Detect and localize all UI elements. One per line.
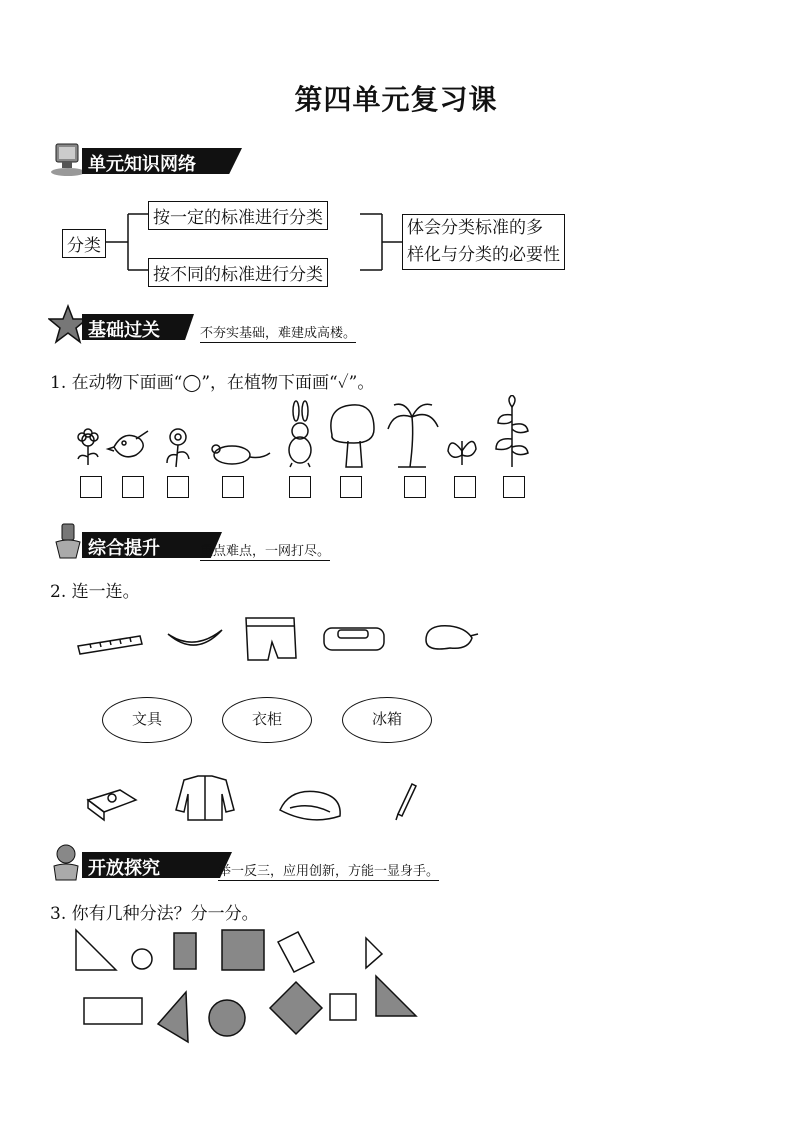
concept-root-box: 分类 — [62, 229, 106, 258]
gray-square — [222, 930, 264, 970]
section-banner-comprehensive — [48, 530, 448, 560]
gray-right-triangle — [376, 976, 416, 1016]
q2-bottom-items — [0, 770, 792, 830]
category-oval-stationery[interactable]: 文具 — [102, 697, 192, 743]
plant-icon — [496, 395, 528, 467]
white-triangle — [76, 930, 116, 970]
ruler-icon — [78, 636, 142, 654]
white-small-circle — [132, 949, 152, 969]
cucumber-icon — [168, 630, 222, 645]
answer-box-2[interactable] — [122, 476, 144, 498]
gray-rectangle — [174, 933, 196, 969]
eggplant-icon — [426, 626, 478, 649]
cabbage-icon — [280, 791, 340, 819]
question-1-text: 1. 在动物下面画“◯”，在植物下面画“✓”。 — [50, 373, 375, 393]
banner-label: 基础过关 — [88, 320, 160, 341]
banner-label: 开放探究 — [88, 858, 160, 879]
concept-branch-top: 按一定的标准进行分类 — [148, 201, 328, 230]
flower-icon — [78, 429, 98, 465]
white-tilted-rectangle — [278, 932, 314, 972]
gray-triangle — [158, 992, 188, 1042]
q1-pictures — [0, 395, 792, 475]
pencil-icon — [396, 784, 416, 820]
mouse-icon — [212, 445, 270, 464]
banner-label: 单元知识网络 — [88, 154, 196, 175]
gray-circle — [209, 1000, 245, 1036]
page-title: 第四单元复习课 — [294, 83, 498, 116]
conclusion-line-2: 样化与分类的必要性 — [407, 245, 560, 265]
answer-box-5[interactable] — [289, 476, 311, 498]
concept-branch-bottom: 按不同的标准进行分类 — [148, 258, 328, 287]
white-small-square — [330, 994, 356, 1020]
answer-box-7[interactable] — [404, 476, 426, 498]
answer-box-9[interactable] — [503, 476, 525, 498]
rabbit-icon — [289, 401, 311, 467]
tree-icon — [331, 405, 374, 467]
concept-map-lines — [0, 0, 792, 300]
q3-shapes — [0, 920, 792, 1050]
section-motto: 重点难点，一网打尽。 — [200, 540, 330, 561]
pencil-case-icon — [324, 628, 384, 650]
butterfly-icon — [448, 441, 476, 465]
answer-box-4[interactable] — [222, 476, 244, 498]
category-oval-fridge[interactable]: 冰箱 — [342, 697, 432, 743]
bird-icon — [108, 431, 148, 457]
palm-tree-icon — [388, 404, 438, 467]
question-2-text: 2. 连一连。 — [50, 582, 140, 602]
concept-conclusion-box — [402, 214, 565, 270]
white-long-rectangle — [84, 998, 142, 1024]
section-banner-exploration — [48, 850, 508, 880]
jacket-icon — [176, 776, 234, 820]
section-banner-basics — [48, 312, 448, 342]
banner-label: 综合提升 — [88, 538, 160, 559]
section-motto: 不夯实基础，难建成高楼。 — [200, 322, 356, 343]
pencil-sharpener-icon — [88, 790, 136, 820]
answer-box-1[interactable] — [80, 476, 102, 498]
answer-box-6[interactable] — [340, 476, 362, 498]
flower-icon — [167, 429, 189, 467]
shorts-icon — [246, 618, 296, 660]
category-oval-wardrobe[interactable]: 衣柜 — [222, 697, 312, 743]
white-small-triangle — [366, 938, 382, 968]
question-3-text: 3. 你有几种分法？分一分。 — [50, 904, 259, 924]
conclusion-line-1: 体会分类标准的多 — [407, 218, 543, 238]
section-motto: 举一反三，应用创新，方能一显身手。 — [218, 860, 439, 881]
gray-diamond — [270, 982, 322, 1034]
answer-box-8[interactable] — [454, 476, 476, 498]
answer-box-3[interactable] — [167, 476, 189, 498]
q2-top-items — [0, 610, 792, 670]
